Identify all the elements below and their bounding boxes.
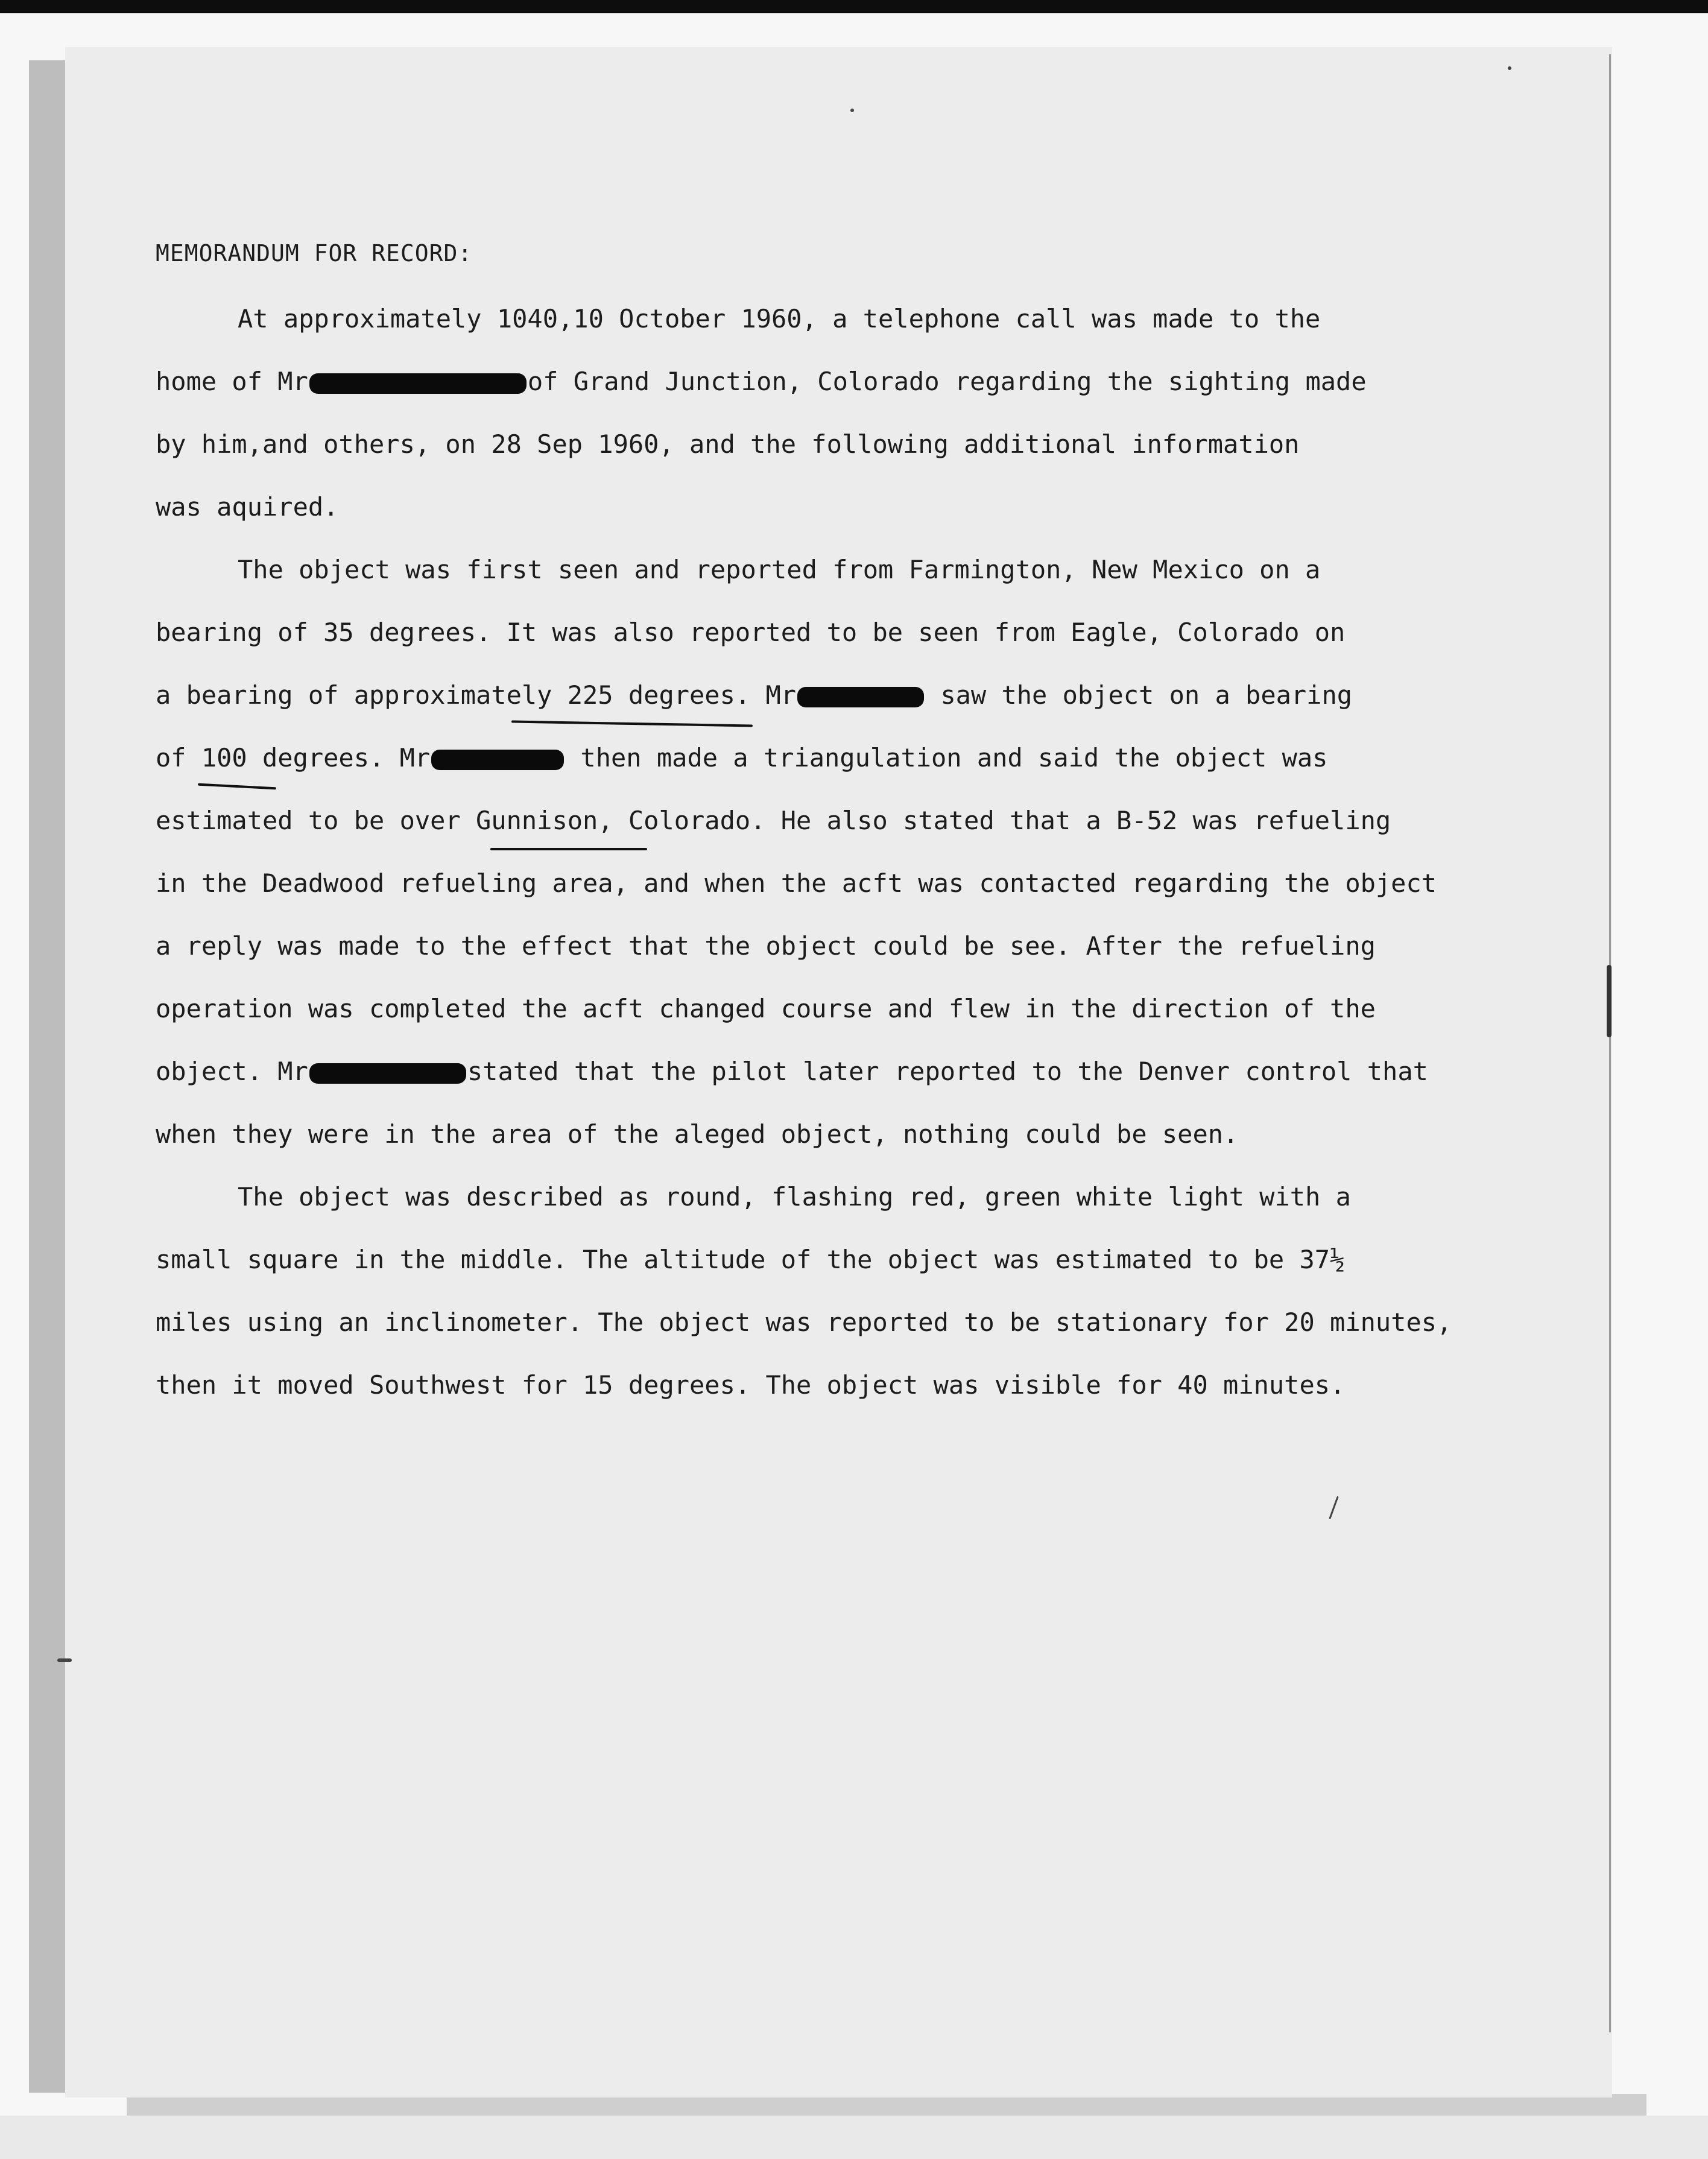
memo-line: when they were in the area of the aleged object, nothing could be seen. xyxy=(156,1119,1239,1149)
memo-line-part: of Grand Junction, Colorado regarding the sighting made xyxy=(527,367,1367,396)
memo-line: a reply was made to the effect that the object could be see. After the refueling xyxy=(156,931,1376,961)
memo-line: bearing of 35 degrees. It was also reported to be seen from Eagle, Colorado on xyxy=(156,618,1346,647)
memo-line xyxy=(156,743,1327,773)
binding-mark xyxy=(1607,965,1612,1037)
redaction-bar xyxy=(431,750,564,770)
speck xyxy=(850,109,854,112)
memo-line xyxy=(156,680,1352,710)
scan-bottom-band xyxy=(0,2116,1708,2159)
memo-line: then it moved Southwest for 15 degrees. The object was visible for 40 minutes. xyxy=(156,1370,1346,1400)
memo-line xyxy=(156,367,1367,396)
speck xyxy=(1508,66,1511,70)
memo-line: At approximately 1040,10 October 1960, a telephone call was made to the xyxy=(238,304,1321,333)
memo-line: operation was completed the acft changed course and flew in the direction of the xyxy=(156,994,1376,1023)
memo-line: estimated to be over Gunnison, Colorado. He also stated that a B-52 was refueling xyxy=(156,806,1391,835)
memo-line: was aquired. xyxy=(156,492,339,522)
memo-line-part: saw the object on a bearing xyxy=(925,680,1353,710)
memo-line: by him,and others, on 28 Sep 1960, and the following additional information xyxy=(156,429,1300,459)
memo-line: small square in the middle. The altitude of the object was estimated to be 37½ xyxy=(156,1245,1346,1274)
memo-line-part: of 100 degrees. Mr xyxy=(156,743,431,773)
speck xyxy=(57,1658,72,1662)
memo-line-part: stated that the pilot later reported to the Denver control that xyxy=(467,1057,1428,1086)
memo-line-part: home of Mr xyxy=(156,367,308,396)
memo-line-part: object. Mr xyxy=(156,1057,308,1086)
handwritten-underline xyxy=(490,848,647,850)
memo-heading: MEMORANDUM FOR RECORD: xyxy=(156,240,473,267)
memo-line-part: a bearing of approximately 225 degrees. Mr xyxy=(156,680,797,710)
page-left-shadow xyxy=(29,60,65,2093)
scan-top-edge xyxy=(0,0,1708,13)
redaction-bar xyxy=(309,373,527,394)
memo-line: The object was first seen and reported from Farmington, New Mexico on a xyxy=(238,555,1321,584)
page-right-edge xyxy=(1609,54,1611,2032)
memo-line: miles using an inclinometer. The object was reported to be stationary for 20 minutes, xyxy=(156,1307,1452,1337)
memo-line xyxy=(156,1057,1428,1086)
memo-line-part: then made a triangulation and said the object was xyxy=(565,743,1328,773)
redaction-bar xyxy=(309,1063,466,1084)
memo-line: in the Deadwood refueling area, and when the acft was contacted regarding the object xyxy=(156,868,1437,898)
memo-line: The object was described as round, flashing red, green white light with a xyxy=(238,1182,1351,1212)
redaction-bar xyxy=(797,687,924,707)
